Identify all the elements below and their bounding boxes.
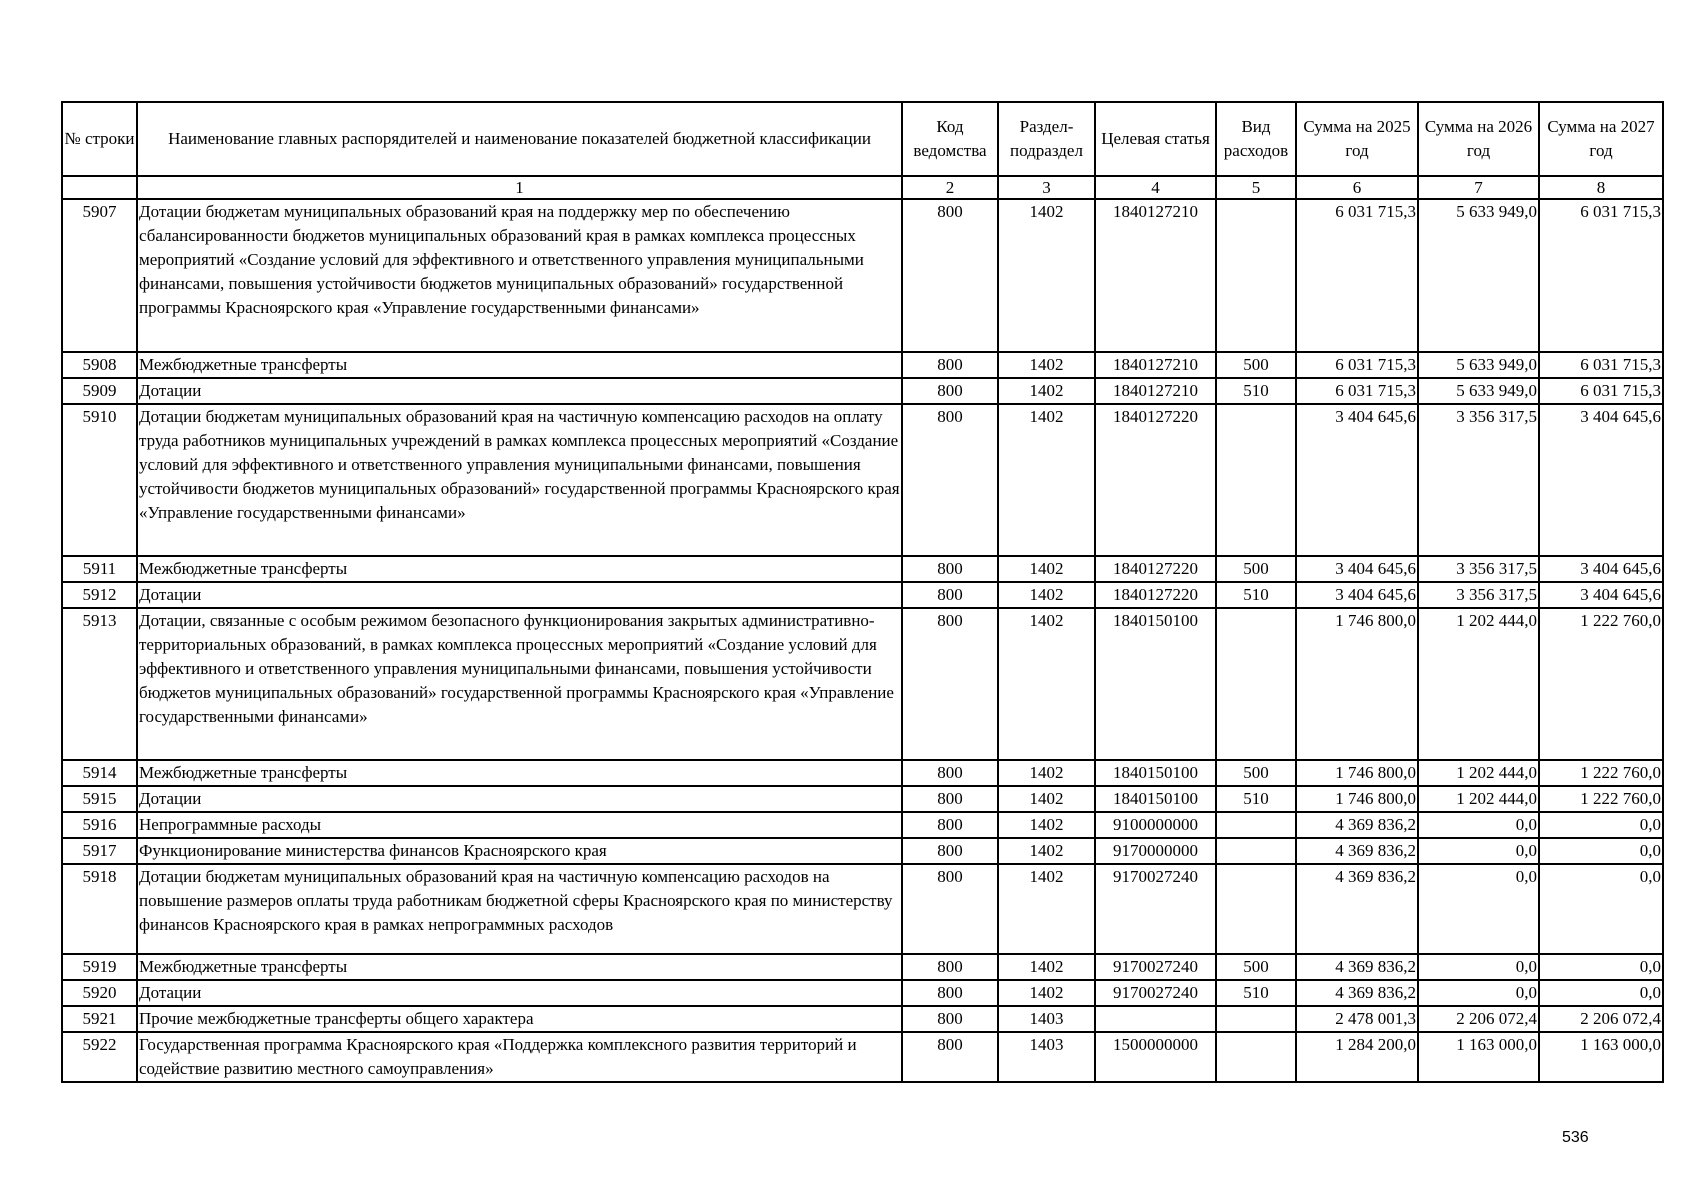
table-row [62, 352, 1663, 378]
row-name: Межбюджетные трансферты [137, 954, 902, 980]
column-number: 5 [1216, 176, 1296, 199]
row-name: Межбюджетные трансферты [137, 556, 902, 582]
row-sum-2027: 0,0 [1539, 812, 1663, 838]
row-type [1216, 199, 1296, 352]
row-type: 510 [1216, 980, 1296, 1006]
row-sum-2026: 3 356 317,5 [1418, 404, 1539, 556]
row-sum-2025: 6 031 715,3 [1296, 199, 1418, 352]
row-sum-2027: 1 222 760,0 [1539, 608, 1663, 760]
row-dept: 800 [902, 864, 998, 954]
table-row [62, 1032, 1663, 1082]
row-dept: 800 [902, 786, 998, 812]
row-target: 1840127220 [1095, 556, 1216, 582]
row-sum-2026: 1 202 444,0 [1418, 608, 1539, 760]
table-row [62, 812, 1663, 838]
table-row [62, 556, 1663, 582]
row-target: 1840150100 [1095, 760, 1216, 786]
column-number: 6 [1296, 176, 1418, 199]
row-target [1095, 1006, 1216, 1032]
row-dept: 800 [902, 378, 998, 404]
row-sum-2027: 0,0 [1539, 838, 1663, 864]
row-sum-2026: 0,0 [1418, 838, 1539, 864]
row-name: Дотации бюджетам муниципальных образований края на поддержку мер по обеспечению сбалансированности бюджетов муниципальных образований края в рамках комплекса процессных мероприятий «Создание условий для эффективного и ответственного управления муниципальными финансами, повышения устойчивости бюджетов муниципальных образований» государственной программы Красноярского края «Управление государственными финансами» [137, 199, 902, 352]
row-sum-2027: 2 206 072,4 [1539, 1006, 1663, 1032]
row-sum-2027: 6 031 715,3 [1539, 378, 1663, 404]
row-number: 5910 [62, 404, 137, 556]
row-number: 5922 [62, 1032, 137, 1082]
row-name: Государственная программа Красноярского края «Поддержка комплексного развития территорий и содействие развитию местного самоуправления» [137, 1032, 902, 1082]
row-target: 9170027240 [1095, 980, 1216, 1006]
row-sum-2026: 0,0 [1418, 980, 1539, 1006]
row-section: 1402 [998, 404, 1095, 556]
column-number [62, 176, 137, 199]
row-dept: 800 [902, 1032, 998, 1082]
row-sum-2026: 5 633 949,0 [1418, 378, 1539, 404]
row-type: 500 [1216, 556, 1296, 582]
row-sum-2027: 1 163 000,0 [1539, 1032, 1663, 1082]
row-sum-2025: 4 369 836,2 [1296, 864, 1418, 954]
row-type: 500 [1216, 352, 1296, 378]
table-row [62, 760, 1663, 786]
row-target: 9170027240 [1095, 864, 1216, 954]
row-target: 1840150100 [1095, 608, 1216, 760]
row-sum-2026: 0,0 [1418, 812, 1539, 838]
row-sum-2025: 3 404 645,6 [1296, 556, 1418, 582]
row-target: 9170000000 [1095, 838, 1216, 864]
row-dept: 800 [902, 404, 998, 556]
row-type: 500 [1216, 954, 1296, 980]
row-sum-2026: 0,0 [1418, 864, 1539, 954]
column-number: 2 [902, 176, 998, 199]
budget-table [61, 101, 1664, 1083]
row-name: Дотации [137, 980, 902, 1006]
row-sum-2026: 3 356 317,5 [1418, 556, 1539, 582]
row-dept: 800 [902, 556, 998, 582]
row-target: 9170027240 [1095, 954, 1216, 980]
row-sum-2025: 4 369 836,2 [1296, 954, 1418, 980]
table-row [62, 786, 1663, 812]
row-dept: 800 [902, 352, 998, 378]
row-number: 5909 [62, 378, 137, 404]
row-dept: 800 [902, 582, 998, 608]
row-number: 5916 [62, 812, 137, 838]
row-target: 1840127210 [1095, 199, 1216, 352]
row-sum-2025: 1 746 800,0 [1296, 786, 1418, 812]
row-section: 1402 [998, 838, 1095, 864]
row-type [1216, 838, 1296, 864]
row-sum-2025: 6 031 715,3 [1296, 352, 1418, 378]
row-target: 1840127210 [1095, 352, 1216, 378]
row-sum-2026: 3 356 317,5 [1418, 582, 1539, 608]
column-number: 4 [1095, 176, 1216, 199]
row-sum-2025: 4 369 836,2 [1296, 812, 1418, 838]
page-number: 536 [1562, 1129, 1589, 1146]
header-sum-2026: Сумма на 2026 год [1418, 102, 1539, 176]
row-name: Непрограммные расходы [137, 812, 902, 838]
row-type: 510 [1216, 582, 1296, 608]
row-number: 5908 [62, 352, 137, 378]
row-section: 1402 [998, 582, 1095, 608]
row-section: 1403 [998, 1032, 1095, 1082]
row-sum-2025: 3 404 645,6 [1296, 582, 1418, 608]
row-section: 1402 [998, 608, 1095, 760]
row-name: Дотации бюджетам муниципальных образований края на частичную компенсацию расходов на повышение размеров оплаты труда работникам бюджетной сферы Красноярского края по министерству финансов Красноярского края в рамках непрограммных расходов [137, 864, 902, 954]
row-name: Дотации, связанные с особым режимом безопасного функционирования закрытых административно-территориальных образований, в рамках комплекса процессных мероприятий «Создание условий для эффективного и ответственного управления муниципальными финансами, повышения устойчивости бюджетов муниципальных образований» государственной программы Красноярского края «Управление государственными финансами» [137, 608, 902, 760]
row-type: 510 [1216, 786, 1296, 812]
row-number: 5915 [62, 786, 137, 812]
header-section: Раздел-подраздел [998, 102, 1095, 176]
column-number: 3 [998, 176, 1095, 199]
row-target: 9100000000 [1095, 812, 1216, 838]
table-row [62, 864, 1663, 954]
row-number: 5920 [62, 980, 137, 1006]
row-dept: 800 [902, 980, 998, 1006]
row-section: 1402 [998, 352, 1095, 378]
header-type: Вид расходов [1216, 102, 1296, 176]
row-target: 1840127220 [1095, 404, 1216, 556]
row-type [1216, 812, 1296, 838]
row-section: 1402 [998, 980, 1095, 1006]
row-sum-2027: 0,0 [1539, 864, 1663, 954]
header-row [62, 102, 1663, 176]
row-name: Межбюджетные трансферты [137, 352, 902, 378]
row-type [1216, 608, 1296, 760]
row-number: 5907 [62, 199, 137, 352]
row-type [1216, 1032, 1296, 1082]
header-sum-2027: Сумма на 2027 год [1539, 102, 1663, 176]
row-number: 5911 [62, 556, 137, 582]
row-dept: 800 [902, 760, 998, 786]
column-number-row [62, 176, 1663, 199]
column-number: 7 [1418, 176, 1539, 199]
row-target: 1840127220 [1095, 582, 1216, 608]
row-sum-2025: 1 284 200,0 [1296, 1032, 1418, 1082]
row-number: 5919 [62, 954, 137, 980]
row-sum-2026: 0,0 [1418, 954, 1539, 980]
row-sum-2025: 2 478 001,3 [1296, 1006, 1418, 1032]
row-dept: 800 [902, 812, 998, 838]
row-sum-2027: 3 404 645,6 [1539, 556, 1663, 582]
row-type [1216, 404, 1296, 556]
row-sum-2027: 3 404 645,6 [1539, 404, 1663, 556]
header-dept: Код ведомства [902, 102, 998, 176]
row-name: Дотации [137, 378, 902, 404]
row-number: 5917 [62, 838, 137, 864]
row-sum-2026: 1 202 444,0 [1418, 760, 1539, 786]
row-dept: 800 [902, 199, 998, 352]
row-section: 1402 [998, 812, 1095, 838]
table-row [62, 954, 1663, 980]
row-name: Дотации [137, 786, 902, 812]
row-name: Дотации [137, 582, 902, 608]
row-sum-2026: 1 163 000,0 [1418, 1032, 1539, 1082]
row-sum-2026: 5 633 949,0 [1418, 199, 1539, 352]
row-name: Межбюджетные трансферты [137, 760, 902, 786]
header-target: Целевая статья [1095, 102, 1216, 176]
row-dept: 800 [902, 838, 998, 864]
table-row [62, 199, 1663, 352]
row-sum-2026: 1 202 444,0 [1418, 786, 1539, 812]
table-row [62, 838, 1663, 864]
row-sum-2025: 1 746 800,0 [1296, 760, 1418, 786]
row-sum-2027: 0,0 [1539, 980, 1663, 1006]
table-row [62, 1006, 1663, 1032]
table-row [62, 404, 1663, 556]
row-section: 1402 [998, 556, 1095, 582]
row-section: 1403 [998, 1006, 1095, 1032]
row-sum-2027: 6 031 715,3 [1539, 199, 1663, 352]
row-dept: 800 [902, 954, 998, 980]
row-target: 1840150100 [1095, 786, 1216, 812]
row-sum-2026: 5 633 949,0 [1418, 352, 1539, 378]
row-number: 5913 [62, 608, 137, 760]
row-section: 1402 [998, 760, 1095, 786]
header-row-no: № строки [62, 102, 137, 176]
row-type: 510 [1216, 378, 1296, 404]
row-dept: 800 [902, 608, 998, 760]
row-section: 1402 [998, 199, 1095, 352]
row-dept: 800 [902, 1006, 998, 1032]
table-body [62, 199, 1663, 1082]
row-sum-2027: 1 222 760,0 [1539, 786, 1663, 812]
row-section: 1402 [998, 786, 1095, 812]
row-name: Функционирование министерства финансов Красноярского края [137, 838, 902, 864]
row-type: 500 [1216, 760, 1296, 786]
row-sum-2027: 6 031 715,3 [1539, 352, 1663, 378]
row-sum-2025: 3 404 645,6 [1296, 404, 1418, 556]
column-number: 1 [137, 176, 902, 199]
table-row [62, 378, 1663, 404]
row-section: 1402 [998, 954, 1095, 980]
row-type [1216, 864, 1296, 954]
row-sum-2027: 3 404 645,6 [1539, 582, 1663, 608]
row-sum-2025: 6 031 715,3 [1296, 378, 1418, 404]
row-type [1216, 1006, 1296, 1032]
row-sum-2027: 0,0 [1539, 954, 1663, 980]
header-sum-2025: Сумма на 2025 год [1296, 102, 1418, 176]
row-number: 5914 [62, 760, 137, 786]
row-target: 1500000000 [1095, 1032, 1216, 1082]
table-row [62, 980, 1663, 1006]
row-target: 1840127210 [1095, 378, 1216, 404]
row-name: Прочие межбюджетные трансферты общего характера [137, 1006, 902, 1032]
row-sum-2025: 4 369 836,2 [1296, 980, 1418, 1006]
row-section: 1402 [998, 378, 1095, 404]
row-sum-2026: 2 206 072,4 [1418, 1006, 1539, 1032]
table-row [62, 608, 1663, 760]
row-number: 5912 [62, 582, 137, 608]
row-sum-2025: 1 746 800,0 [1296, 608, 1418, 760]
row-sum-2025: 4 369 836,2 [1296, 838, 1418, 864]
row-section: 1402 [998, 864, 1095, 954]
header-name: Наименование главных распорядителей и наименование показателей бюджетной классификации [137, 102, 902, 176]
row-name: Дотации бюджетам муниципальных образований края на частичную компенсацию расходов на оплату труда работников муниципальных учреждений в рамках комплекса процессных мероприятий «Создание условий для эффективного и ответственного управления муниципальными финансами, повышения устойчивости бюджетов муниципальных образований» государственной программы Красноярского края «Управление государственными финансами» [137, 404, 902, 556]
table-row [62, 582, 1663, 608]
row-sum-2027: 1 222 760,0 [1539, 760, 1663, 786]
row-number: 5918 [62, 864, 137, 954]
row-number: 5921 [62, 1006, 137, 1032]
column-number: 8 [1539, 176, 1663, 199]
